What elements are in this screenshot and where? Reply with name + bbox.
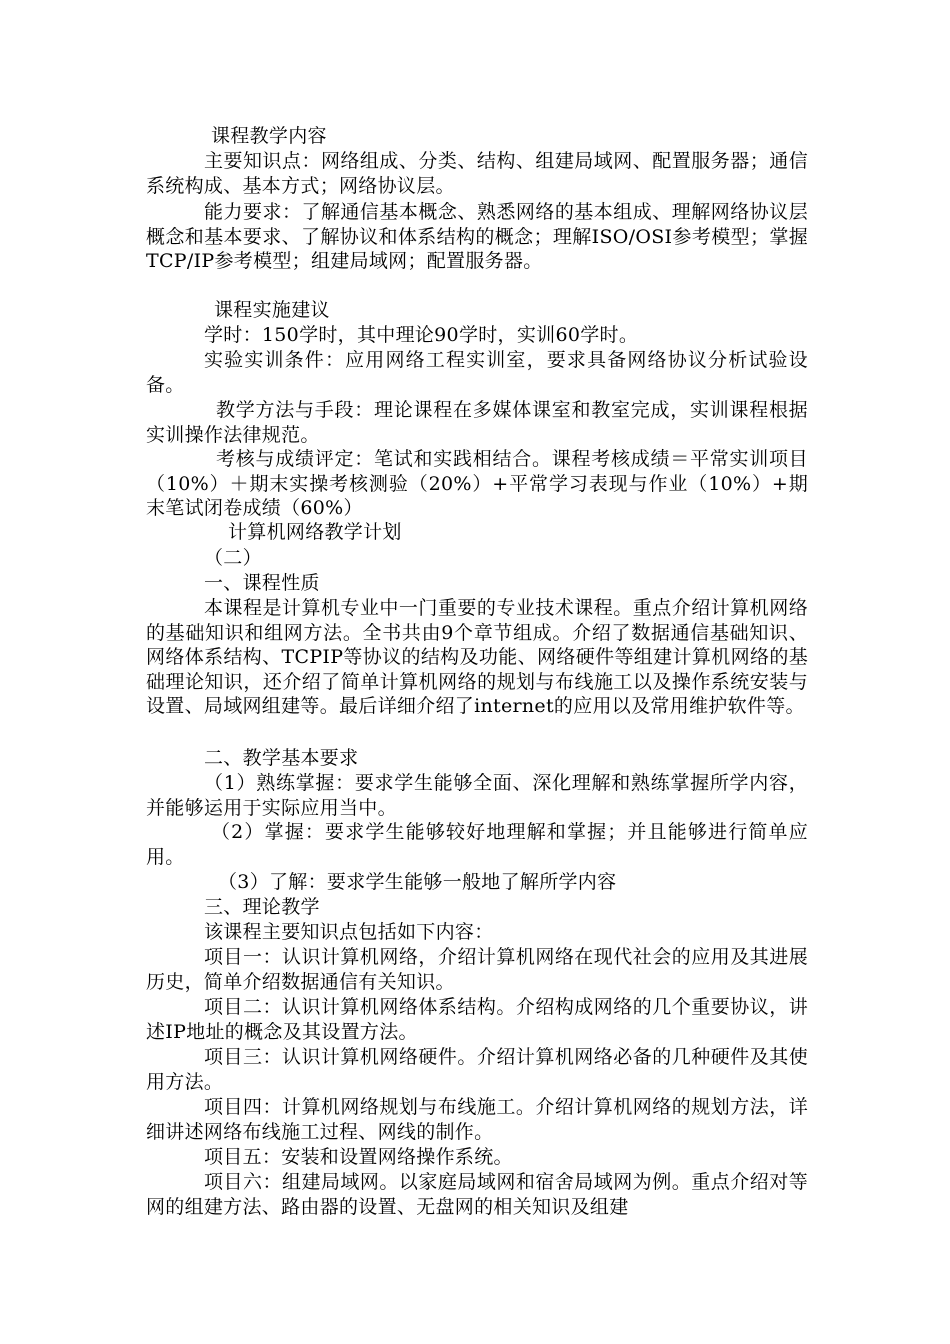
paragraph-teaching-methods: 教学方法与手段：理论课程在多媒体课室和教室完成，实训课程根据实训操作法律规范。 bbox=[146, 399, 808, 446]
paragraph-project-one: 项目一：认识计算机网络，介绍计算机网络在现代社会的应用及其进展历史，简单介绍数据通信有关知识。 bbox=[146, 946, 808, 993]
section-heading-course-content: 课程教学内容 bbox=[211, 125, 327, 147]
paragraph-requirement-grasp: （2）掌握：要求学生能够较好地理解和掌握；并且能够进行简单应用。 bbox=[146, 821, 808, 868]
paragraph-project-two: 项目二：认识计算机网络体系结构。介绍构成网络的几个重要协议，讲述IP地址的概念及其设置方法。 bbox=[146, 996, 808, 1043]
paragraph-course-nature: 本课程是计算机专业中一门重要的专业技术课程。重点介绍计算机网络的基础知识和组网方法。全书共由9个章节组成。介绍了数据通信基础知识、网络体系结构、TCPIP等协议的结构及功能、网络硬件等组建计算机网络的基础理论知识，还介绍了简单计算机网络的规划与布线施工以及操作系统安装与设置、局域网组建等。最后详细介绍了internet的应用以及常用维护软件等。 bbox=[146, 597, 808, 718]
paragraph-lab-conditions: 实验实训条件：应用网络工程实训室，要求具备网络协议分析试验设备。 bbox=[146, 349, 808, 396]
paragraph-assessment: 考核与成绩评定：笔试和实践相结合。课程考核成绩＝平常实训项目（10%）＋期末实操考核测验（20%）+平常学习表现与作业（10%）+期末笔试闭卷成绩（60%） bbox=[146, 448, 808, 520]
paragraph-project-five: 项目五：安装和设置网络操作系统。 bbox=[204, 1146, 513, 1168]
paragraph-knowledge-intro: 该课程主要知识点包括如下内容： bbox=[204, 921, 494, 943]
paragraph-project-three: 项目三：认识计算机网络硬件。介绍计算机网络必备的几种硬件及其使用方法。 bbox=[146, 1046, 808, 1093]
paragraph-project-six: 项目六：组建局域网。以家庭局域网和宿舍局域网为例。重点介绍对等网的组建方法、路由器的设置、无盘网的相关知识及组建 bbox=[146, 1171, 808, 1218]
paragraph-requirement-understand: （3）了解：要求学生能够一般地了解所学内容 bbox=[218, 871, 617, 893]
paragraph-requirement-master: （1）熟练掌握：要求学生能够全面、深化理解和熟练掌握所学内容，并能够运用于实际应用当中。 bbox=[146, 772, 808, 819]
heading-theory-teaching: 三、理论教学 bbox=[204, 896, 320, 918]
paragraph-knowledge-points: 主要知识点：网络组成、分类、结构、组建局域网、配置服务器；通信系统构成、基本方式；网络协议层。 bbox=[146, 150, 808, 197]
paragraph-class-hours: 学时：150学时，其中理论90学时，实训60学时。 bbox=[204, 324, 639, 346]
heading-course-nature: 一、课程性质 bbox=[204, 572, 320, 594]
paragraph-ability-requirements: 能力要求：了解通信基本概念、熟悉网络的基本组成、理解网络协议层概念和基本要求、了解协议和体系结构的概念；理解ISO/OSI参考模型；掌握TCP/IP参考模型；组建局域网；配置服务器。 bbox=[146, 201, 808, 273]
paragraph-project-four: 项目四：计算机网络规划与布线施工。介绍计算机网络的规划方法，详细讲述网络布线施工过程、网线的制作。 bbox=[146, 1096, 808, 1143]
section-heading-implementation: 课程实施建议 bbox=[214, 299, 330, 321]
subtitle-part-two: （二） bbox=[204, 547, 262, 569]
heading-basic-requirements: 二、教学基本要求 bbox=[204, 747, 359, 769]
section-heading-teaching-plan: 计算机网络教学计划 bbox=[228, 521, 402, 543]
